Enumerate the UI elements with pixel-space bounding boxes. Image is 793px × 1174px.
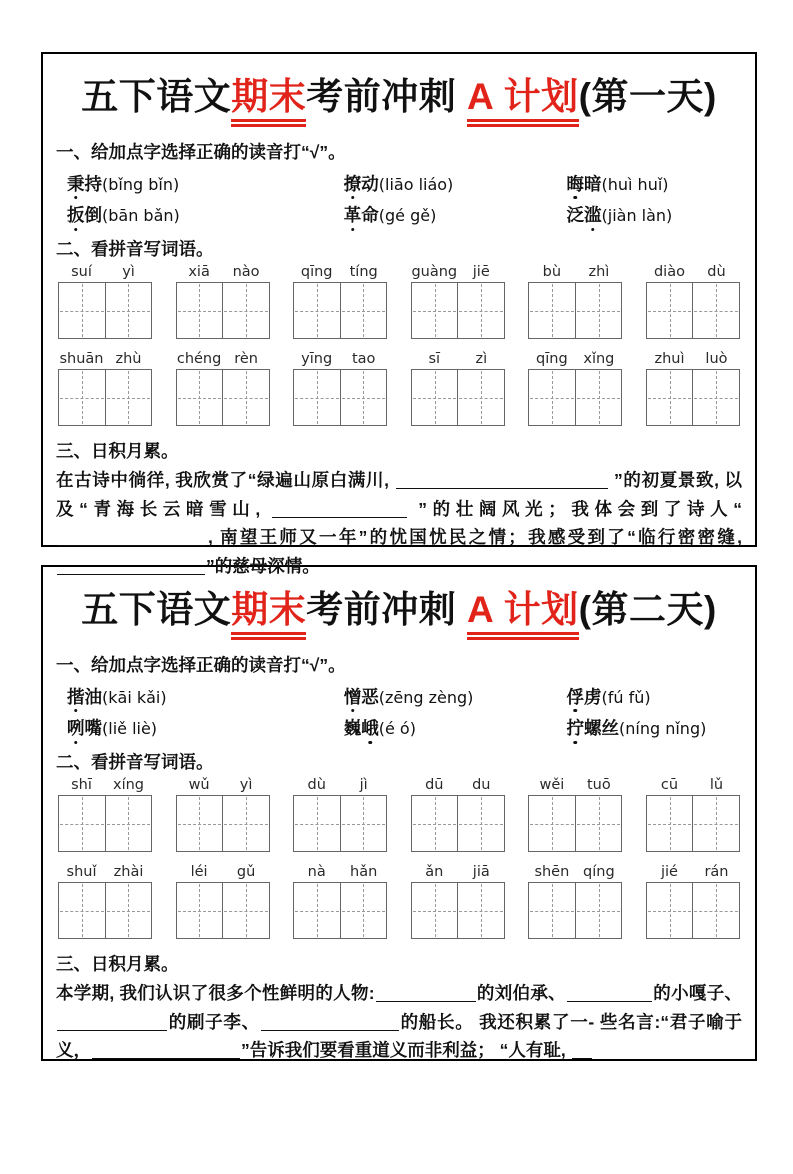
pinyin-labels: [176, 864, 270, 880]
pinyin-label: léi: [190, 864, 208, 881]
pinyin-label: rán: [704, 864, 729, 881]
word-suffix: 虏: [584, 686, 602, 707]
word-suffix: 倒: [84, 205, 102, 226]
writing-cell: [529, 883, 575, 938]
pinyin-label: chéng: [176, 351, 222, 368]
pinyin-grid-group: [58, 777, 152, 852]
pinyin-grid-row: [56, 864, 742, 939]
writing-cell: [647, 883, 693, 938]
writing-grid: [293, 282, 387, 339]
pinyin-labels: [528, 351, 622, 367]
writing-grid: [646, 369, 740, 426]
pinyin-grid-group: [528, 777, 622, 852]
pinyin-labels: [293, 264, 387, 280]
word-item: [67, 173, 344, 196]
writing-cell: [647, 283, 693, 338]
pinyin-label: nào: [232, 264, 260, 281]
pinyin-labels: [646, 264, 740, 280]
word-dotted-char: 咧: [67, 718, 85, 739]
word-pinyin-options: (gé gě): [378, 206, 437, 226]
pinyin-grid-group: [411, 777, 505, 852]
pinyin-label: dù: [307, 777, 326, 794]
writing-grid: [528, 282, 622, 339]
word-row: [56, 686, 742, 709]
writing-grid: [646, 882, 740, 939]
pinyin-grid-row: [56, 351, 742, 426]
title-text: 五下语文: [81, 589, 232, 630]
word-item: [67, 717, 344, 740]
writing-cell: [59, 883, 105, 938]
pinyin-grid-group: [58, 351, 152, 426]
word-row: [56, 717, 742, 740]
section2-heading: 二、看拼音写词语。: [56, 752, 214, 773]
word-row: [56, 204, 742, 227]
word-suffix: 油: [84, 686, 102, 707]
word-pinyin-options: (kāi kǎi): [102, 687, 167, 707]
pinyin-labels: [293, 777, 387, 793]
paragraph-text: ”告诉我们要看重道义而非利益； “人有耻,: [241, 1040, 571, 1061]
pinyin-labels: [646, 864, 740, 880]
pinyin-labels: [528, 864, 622, 880]
pinyin-label: du: [472, 777, 491, 794]
pinyin-grid-group: [411, 864, 505, 939]
writing-grid: [176, 795, 270, 852]
pinyin-label: xíng: [112, 777, 144, 794]
word-pinyin-options: (bān bǎn): [102, 206, 180, 226]
word-pinyin-options: (níng nǐng): [619, 719, 707, 739]
answer-blank: [57, 556, 205, 575]
pinyin-label: wǔ: [188, 777, 210, 794]
paragraph-text: ”的初夏景致, 以及“青海长云暗雪山,: [56, 470, 742, 519]
paragraph-text: 本学期, 我们认识了很多个性鲜明的人物:: [56, 983, 375, 1004]
word-suffix: 螺丝: [584, 718, 619, 739]
writing-cell: [412, 796, 458, 851]
writing-cell: [294, 883, 340, 938]
word-item: [67, 686, 344, 709]
panel-title: [56, 579, 742, 640]
accumulation-paragraph: [56, 979, 742, 1065]
pinyin-label: xǐng: [583, 351, 615, 368]
section3-heading: 三、日积月累。: [56, 441, 179, 462]
word-row: [56, 173, 742, 196]
title-highlight: 期末: [231, 590, 306, 640]
word-pinyin-options: (huì huǐ): [601, 174, 669, 194]
section1-heading: 一、给加点字选择正确的读音打“√”。: [56, 654, 346, 675]
pinyin-label: jì: [359, 777, 368, 794]
writing-cell: [294, 370, 340, 425]
word-pinyin-options: (zēng zèng): [378, 687, 474, 707]
pinyin-grid-group: [646, 351, 740, 426]
paragraph-text: 的小嘎子、: [652, 983, 743, 1004]
writing-grid: [411, 795, 505, 852]
writing-cell: [294, 796, 340, 851]
writing-cell: [105, 370, 152, 425]
pinyin-grid-group: [176, 264, 270, 339]
answer-blank: [572, 1041, 592, 1060]
word-suffix: 持: [84, 173, 102, 194]
pinyin-labels: [58, 777, 152, 793]
pinyin-labels: [411, 264, 505, 280]
writing-cell: [177, 883, 223, 938]
word-item: [344, 173, 567, 196]
pinyin-label: qīng: [300, 264, 333, 281]
word-item: [567, 204, 743, 227]
pinyin-labels: [411, 864, 505, 880]
word-item: [567, 173, 743, 196]
pinyin-label: gǔ: [236, 864, 256, 881]
section2-heading: 二、看拼音写词语。: [56, 239, 214, 260]
writing-cell: [692, 370, 739, 425]
paragraph-text: 的刘伯承、: [476, 983, 566, 1004]
pinyin-label: ǎn: [425, 864, 444, 881]
pinyin-labels: [411, 351, 505, 367]
word-pinyin-options: (fú fǔ): [601, 687, 651, 707]
pinyin-label: zì: [475, 351, 488, 368]
writing-cell: [575, 883, 622, 938]
section1-heading: 一、给加点字选择正确的读音打“√”。: [56, 141, 346, 162]
word-prefix: 巍: [343, 718, 362, 739]
word-dotted-char: 秉: [67, 173, 85, 194]
writing-grid: [293, 369, 387, 426]
word-pinyin-options: (bǐng bǐn): [102, 174, 180, 194]
pinyin-label: nà: [307, 864, 326, 881]
writing-cell: [457, 796, 504, 851]
pinyin-label: tuō: [587, 777, 611, 794]
writing-cell: [457, 883, 504, 938]
pinyin-grid-group: [646, 264, 740, 339]
writing-cell: [105, 283, 152, 338]
writing-cell: [177, 283, 223, 338]
writing-grid: [411, 369, 505, 426]
word-item: [567, 686, 743, 709]
word-dotted-char: 革: [343, 205, 362, 226]
pinyin-label: jiā: [472, 864, 490, 881]
pinyin-label: jié: [660, 864, 678, 881]
writing-cell: [105, 796, 152, 851]
writing-grid: [646, 282, 740, 339]
worksheet-page: [0, 52, 793, 1061]
pinyin-label: qíng: [583, 864, 615, 881]
pinyin-label: qīng: [536, 351, 568, 368]
paragraph-text: 的船长。 我还积累了一- 些名言:“君子喻于义，: [56, 1011, 742, 1061]
word-suffix: 嘴: [84, 718, 102, 739]
writing-grid: [176, 369, 270, 426]
writing-cell: [529, 370, 575, 425]
writing-cell: [340, 796, 387, 851]
writing-cell: [457, 283, 504, 338]
writing-grid: [528, 369, 622, 426]
pinyin-labels: [58, 264, 152, 280]
writing-grid: [58, 282, 152, 339]
word-pinyin-options: (liě liè): [102, 719, 158, 739]
word-dotted-char: 俘: [566, 686, 584, 707]
pinyin-label: cū: [660, 777, 679, 794]
writing-grid: [176, 282, 270, 339]
worksheet-panel-2: [41, 565, 757, 1061]
writing-cell: [575, 796, 622, 851]
writing-cell: [647, 796, 693, 851]
writing-cell: [457, 370, 504, 425]
answer-blank: [272, 499, 407, 518]
title-text: (第二天): [578, 589, 717, 630]
paragraph-text: ”的慈母深情。: [206, 555, 320, 576]
pinyin-grid-group: [58, 864, 152, 939]
word-suffix: 动: [361, 173, 379, 194]
writing-cell: [692, 283, 739, 338]
answer-blank: [92, 1041, 240, 1060]
word-dotted-char: 峨: [361, 718, 379, 739]
pinyin-label: xiā: [188, 264, 210, 281]
word-item: [344, 717, 567, 740]
writing-grid: [528, 882, 622, 939]
pinyin-label: dù: [707, 264, 726, 281]
pinyin-grid-group: [411, 264, 505, 339]
answer-blank: [376, 984, 476, 1003]
pinyin-labels: [293, 351, 387, 367]
pinyin-label: bù: [542, 264, 562, 281]
writing-cell: [222, 883, 269, 938]
pinyin-grid-group: [293, 864, 387, 939]
pinyin-grid-group: [58, 264, 152, 339]
word-item: [567, 717, 743, 740]
pinyin-labels: [528, 264, 622, 280]
writing-grid: [411, 282, 505, 339]
pinyin-grid-group: [176, 777, 270, 852]
pinyin-label: hǎn: [350, 864, 378, 881]
pinyin-label: zhù: [115, 351, 142, 368]
pinyin-label: tíng: [349, 264, 378, 281]
pinyin-labels: [646, 351, 740, 367]
pinyin-labels: [176, 264, 270, 280]
title-highlight: 期末: [231, 77, 306, 127]
pinyin-labels: [176, 351, 270, 367]
title-highlight: A 计划: [467, 590, 579, 640]
writing-cell: [222, 796, 269, 851]
word-item: [344, 204, 567, 227]
writing-cell: [177, 370, 223, 425]
pinyin-grid-group: [293, 777, 387, 852]
accumulation-paragraph: [56, 466, 742, 580]
writing-cell: [105, 883, 152, 938]
title-text: (第一天): [578, 76, 717, 117]
pinyin-label: tao: [351, 351, 376, 368]
pinyin-label: yì: [122, 264, 135, 281]
pinyin-grid-row: [56, 777, 742, 852]
answer-blank: [261, 1012, 399, 1031]
writing-cell: [59, 370, 105, 425]
pinyin-label: sī: [428, 351, 441, 368]
pinyin-label: rèn: [234, 351, 258, 368]
pinyin-label: shuǐ: [66, 864, 97, 881]
writing-cell: [294, 283, 340, 338]
pinyin-grid-group: [176, 351, 270, 426]
pinyin-label: shuān: [59, 351, 104, 368]
pinyin-grid-group: [293, 264, 387, 339]
writing-cell: [59, 796, 105, 851]
writing-grid: [293, 795, 387, 852]
panel-title: [56, 66, 742, 127]
word-suffix: 暗: [584, 173, 602, 194]
pinyin-label: jiē: [472, 264, 490, 281]
pinyin-label: shēn: [534, 864, 570, 881]
word-item: [67, 204, 344, 227]
word-pinyin-options: (liāo liáo): [378, 174, 454, 194]
word-pinyin-options: (é ó): [378, 719, 416, 739]
pinyin-labels: [58, 864, 152, 880]
pinyin-grid-group: [293, 351, 387, 426]
writing-cell: [222, 370, 269, 425]
pinyin-label: yīng: [301, 351, 333, 368]
word-dotted-char: 撩: [343, 173, 362, 194]
pinyin-label: wěi: [539, 777, 565, 794]
writing-grid: [176, 882, 270, 939]
pinyin-labels: [528, 777, 622, 793]
writing-grid: [646, 795, 740, 852]
worksheet-panel-1: [41, 52, 757, 576]
writing-grid: [528, 795, 622, 852]
word-pinyin-options: (jiàn làn): [601, 206, 673, 226]
pinyin-labels: [293, 864, 387, 880]
pinyin-grid-group: [646, 864, 740, 939]
writing-cell: [59, 283, 105, 338]
writing-grid: [411, 882, 505, 939]
writing-cell: [412, 283, 458, 338]
writing-cell: [222, 283, 269, 338]
paragraph-text: , 南望王师又一年”的忧国忧民之情；我感受到了“临行密密缝,: [208, 527, 742, 548]
answer-blank: [567, 984, 652, 1003]
title-text: 五下语文: [81, 76, 232, 117]
paragraph-text: ”的壮阔风光；我体会到了诗人“: [407, 498, 742, 519]
writing-grid: [58, 369, 152, 426]
writing-cell: [692, 883, 739, 938]
pinyin-labels: [176, 777, 270, 793]
pinyin-label: luò: [705, 351, 728, 368]
pinyin-grid-group: [176, 864, 270, 939]
pinyin-grid-row: [56, 264, 742, 339]
word-dotted-char: 憎: [343, 686, 362, 707]
answer-blank: [396, 471, 608, 490]
pinyin-grid-group: [411, 351, 505, 426]
answer-blank: [57, 1012, 167, 1031]
word-suffix: 命: [361, 205, 379, 226]
title-text: 考前冲刺: [306, 76, 467, 117]
pinyin-grid-group: [646, 777, 740, 852]
pinyin-label: zhài: [113, 864, 144, 881]
word-dotted-char: 晦: [566, 173, 584, 194]
writing-cell: [340, 370, 387, 425]
pinyin-label: suí: [71, 264, 92, 281]
writing-cell: [529, 796, 575, 851]
pinyin-grid-group: [528, 864, 622, 939]
pinyin-grid-group: [528, 351, 622, 426]
title-highlight: A 计划: [467, 77, 579, 127]
writing-cell: [692, 796, 739, 851]
writing-cell: [340, 283, 387, 338]
pinyin-labels: [411, 777, 505, 793]
pinyin-label: dū: [425, 777, 444, 794]
word-dotted-char: 拧: [566, 718, 584, 739]
writing-cell: [412, 883, 458, 938]
paragraph-text: 在古诗中徜徉, 我欣赏了“绿遍山原白满川,: [56, 470, 395, 491]
word-item: [344, 686, 567, 709]
word-suffix: 恶: [361, 686, 379, 707]
word-dotted-char: 滥: [584, 205, 602, 226]
pinyin-label: zhì: [588, 264, 610, 281]
writing-grid: [293, 882, 387, 939]
writing-cell: [340, 883, 387, 938]
pinyin-labels: [646, 777, 740, 793]
pinyin-label: guàng: [411, 264, 458, 281]
writing-cell: [177, 796, 223, 851]
section3-heading: 三、日积月累。: [56, 954, 179, 975]
word-dotted-char: 扳: [67, 205, 85, 226]
writing-grid: [58, 882, 152, 939]
writing-cell: [529, 283, 575, 338]
paragraph-text: 的刷子李、: [168, 1011, 260, 1032]
pinyin-grid-group: [528, 264, 622, 339]
writing-cell: [412, 370, 458, 425]
pinyin-labels: [58, 351, 152, 367]
writing-cell: [575, 370, 622, 425]
word-prefix: 泛: [566, 205, 584, 226]
answer-blank: [57, 528, 207, 547]
writing-cell: [575, 283, 622, 338]
pinyin-label: diào: [653, 264, 685, 281]
title-text: 考前冲刺: [306, 589, 467, 630]
writing-cell: [647, 370, 693, 425]
pinyin-label: zhuì: [654, 351, 685, 368]
writing-grid: [58, 795, 152, 852]
pinyin-label: lǔ: [709, 777, 724, 794]
pinyin-label: shī: [71, 777, 92, 794]
pinyin-label: yì: [239, 777, 253, 794]
word-dotted-char: 揩: [67, 686, 85, 707]
